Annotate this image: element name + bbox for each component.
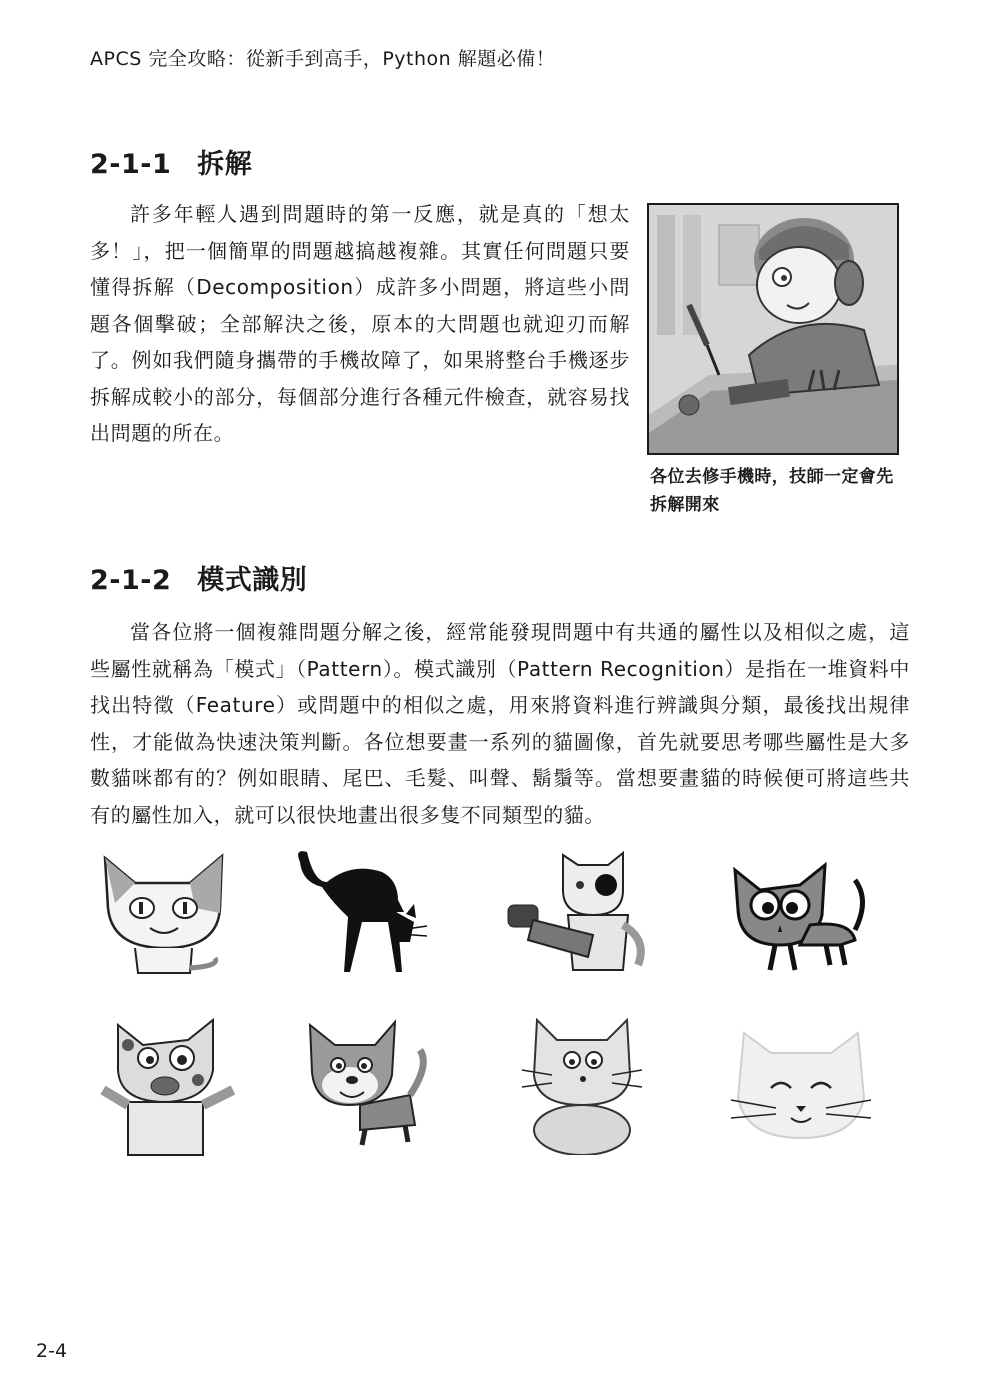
calico-cat-icon [90,848,240,978]
figure-caption: 各位去修手機時，技師一定會先拆解開來 [650,467,894,515]
page-number: 2-4 [36,1340,68,1362]
puppy-like-cat-icon [300,1010,450,1140]
section-number: 2-1-2 [90,565,172,596]
goggle-eyed-cat-icon [730,860,880,990]
pattern-recognition-paragraph: 當各位將一個複雜問題分解之後，經常能發現問題中有共通的屬性以及相似之處，這些屬性就稱為「模式」（Pattern）。模式識別（Pattern Recognition）是指在一堆資料中找出特徵（Feature）或問題中的相似之處，用來將資料進行辨識與分類，最後找出規律性，才能做為快速決策判斷。各位想要畫一系列的貓圖像，首先就要思考哪些屬性是大多數貓咪都有的？例如眼睛、尾巴、毛髮、叫聲、鬍鬚等。當想要畫貓的時候便可將這些共有的屬性加入，就可以很快地畫出很多隻不同類型的貓。 [90,620,910,827]
technician-icon [649,205,897,453]
black-arched-cat-icon [292,842,442,972]
running-header: APCS 完全攻略：從新手到高手，Python 解題必備！ [90,48,556,70]
technician-repair-illustration [647,203,899,455]
smiling-cat-face-icon [726,1018,876,1148]
eyepatch-cat-icon [498,845,648,975]
section-heading: 模式識別 [197,565,308,596]
section-title-pattern-recognition [90,558,307,597]
section-title-decomposition [90,142,252,181]
section-number: 2-1-1 [90,149,172,180]
spotted-surprised-cat-icon [98,1010,248,1140]
section-heading: 拆解 [197,149,253,180]
decomposition-paragraph: 許多年輕人遇到問題時的第一反應，就是真的「想太多！」，把一個簡單的問題越搞越複雜。其實任何問題只要懂得拆解（Decomposition）成許多小問題，將這些小問題各個擊破；全部解決之後，原本的大問題也就迎刃而解了。例如我們隨身攜帶的手機故障了，如果將整台手機逐步拆解成較小的部分，每個部分進行各種元件檢查，就容易找出問題的所在。 [90,202,630,445]
round-chubby-cat-icon [512,1005,662,1135]
